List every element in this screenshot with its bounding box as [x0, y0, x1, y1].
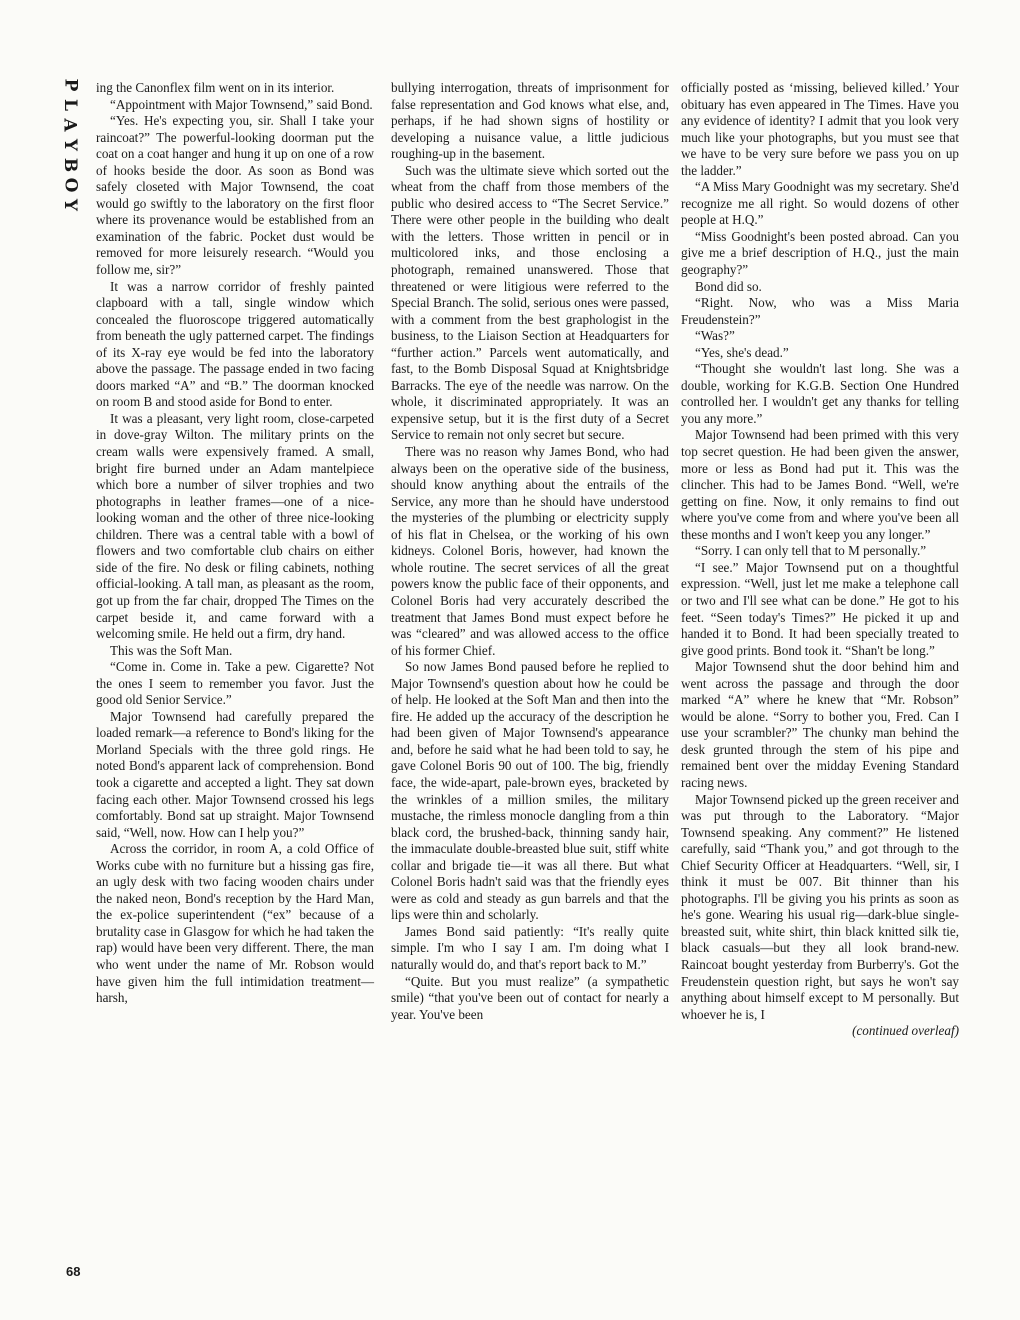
paragraph: “Appointment with Major Townsend,” said Bond.	[110, 96, 373, 112]
paragraph: “Thought she wouldn't last long. She was a double, working for K.G.B. Section One Hundred controlled her. I wouldn't get any thanks for telling you any more.”	[681, 361, 959, 426]
paragraph: “Yes. He's expecting you, sir. Shall I take your raincoat?” The powerful-looking doorman put the coat on a coat hanger and hung it up on one of a row of hooks beside the door. As soon as Bond was safely closeted with Major Townsend, the coat would go swiftly to the laboratory on the first floor where its provenance would be established from an examination of the fabric. Pocket dust would be removed for more leisurely research. “Would you follow me, sir?”	[96, 113, 374, 278]
masthead-letter: B	[60, 157, 80, 173]
paragraph: “Sorry. I can only tell that to M personally.”	[695, 543, 927, 559]
paragraph: ing the Canonflex film went on in its interior.	[96, 80, 335, 95]
paragraph: Major Townsend shut the door behind him and went across the passage and through the door marked “A” where he knew that “Mr. Robson” would be alone. “Sorry to bother you, Fred. Can I use your scrambler?” The chunky man behind the desk grunted through the stem of his pipe and remained bent over the midday Evening Standard racing news.	[681, 659, 959, 790]
continued-overleaf: (continued overleaf)	[852, 1023, 959, 1039]
masthead-letter: Y	[59, 138, 80, 152]
paragraph: “Was?”	[695, 328, 735, 344]
paragraph: It was a narrow corridor of freshly painted clapboard with a tall, single window which concealed the fluoroscope triggered automatically from beneath the ugly patterned carpet. The findings of its X-ray eye would be fed into the laboratory above the passage. The passage ended in two facing doors marked “A” and “B.” The doorman knocked on room B and stood aside for Bond to enter.	[96, 278, 374, 410]
masthead-letter: O	[60, 177, 80, 193]
paragraph: There was no reason why James Bond, who had always been on the operative side of the business, should know anything about the entrails of the Service, any more than he should have understood the mysteries of the plumbing or electricity supply of his flat in Chelsea, or the working of his own kidneys. Colonel Boris, however, had known the whole routine. The secret services of all the great powers know the public face of their opponents, and Colonel Boris had very accurately described the treatment that James Bond must expect before he was “cleared” and was allowed access to the office of his former Chief.	[391, 444, 669, 658]
playboy-masthead	[58, 76, 80, 216]
text-column-3	[681, 80, 959, 1040]
paragraph: James Bond said patiently: “It's really quite simple. I'm who I say I am. I'm doing what I naturally would do, and that's report back to M.”	[391, 923, 669, 972]
paragraph: So now James Bond paused before he replied to Major Townsend's question about how he could be of help. He looked at the Soft Man and then into the fire. He added up the accuracy of the description he had been given of Major Townsend's appearance and, before he said what he had been told to say, he gave Colonel Boris 90 out of 100. The big, friendly face, the wide-apart, pale-brown eyes, bracketed by the wrinkles of a million smiles, the military mustache, the rimless monocle dangling from a thin black cord, the brushed-back, thinning sandy hair, the immaculate double-breasted blue suit, stiff white collar and brigade tie—it was all there. But what Colonel Boris hadn't said was that the friendly eyes were as cold and steady as gun barrels and that the lips were thin and scholarly.	[391, 659, 669, 923]
paragraph: “Yes, she's dead.”	[695, 344, 789, 360]
paragraph: Bond did so.	[695, 278, 762, 294]
paragraph: “I see.” Major Townsend put on a thoughtful expression. “Well, just let me make a telephone call or two and I'll see what can be done.” He got to his feet. “Seen today's Times?” He picked it up and handed it to Bond. It had been specially treated to give good prints. Bond took it. “Shan't be long.”	[681, 559, 959, 658]
masthead-letter: L	[59, 99, 80, 111]
paragraph: This was the Soft Man.	[110, 642, 233, 658]
paragraph: Major Townsend had carefully prepared the loaded remark—a reference to Bond's liking for the Morland Specials with the three gold rings. He noted Bond's apparent lack of comprehension. Bond took a cigarette and accepted a light. They sat down facing each other. Major Townsend crossed his legs comfortably. Bond sat up straight. Major Townsend said, “Well, now. How can I help you?”	[96, 708, 374, 840]
paragraph: “Right. Now, who was a Miss Maria Freudenstein?”	[681, 295, 959, 327]
paragraph: “Quite. But you must realize” (a sympathetic smile) “that you've been out of contact for nearly a year. You've been	[391, 973, 669, 1022]
paragraph: officially posted as ‘missing, believed killed.’ Your obituary has even appeared in The Times. Have you any evidence of identity? I admit that you look very much like your photographs, but you must see that we have to be very sure before we pass you on up the ladder.”	[681, 80, 959, 178]
paragraph: bullying interrogation, threats of imprisonment for false representation and God knows what else, and, perhaps, if he had shown signs of hostility or developing a nuisance value, a little judicious roughing-up in the basement.	[391, 80, 669, 162]
text-column-2	[391, 80, 669, 1023]
masthead-letter: A	[59, 118, 80, 132]
paragraph: Such was the ultimate sieve which sorted out the wheat from the chaff from those members of the public who desired access to “The Secret Service.” There were other people in the building who dealt with the letters. Those written in pencil or in multicolored inks, and those enclosing a photograph, remained unanswered. Those that threatened or were litigious were referred to the Special Branch. The solid, serious ones were passed, with a comment from the best graphologist in the business, to the Liaison Section at Headquarters for “further action.” Parcels went automatically, and fast, to the Bomb Disposal Squad at Knightsbridge Barracks. The eye of the needle was narrow. On the whole, it discriminated appropriately. It was an expensive setup, but it is the first duty of a Secret Service to remain not only secret but secure.	[391, 162, 669, 443]
page-number: 68	[66, 1264, 81, 1279]
masthead-letter: Y	[59, 198, 80, 212]
paragraph: Major Townsend had been primed with this very top secret question. He had been given the answer, more or less as Bond had put it. This was the clincher. This had to be James Bond. “Well, we're getting on fine. Now, it only remains to find out where you've come from and where you've been all these months and I won't keep you any longer.”	[681, 427, 959, 542]
paragraph: “Come in. Come in. Take a pew. Cigarette? Not the ones I seem to remember you favor. Just the good old Senior Service.”	[96, 659, 374, 708]
paragraph: “Miss Goodnight's been posted abroad. Can you give me a brief description of H.Q., just the main geography?”	[681, 228, 959, 278]
masthead-letter: P	[59, 78, 80, 92]
paragraph: Major Townsend picked up the green receiver and was put through to the Laboratory. “Major Townsend speaking. Any comment?” He listened carefully, said “Thank you,” and got through to the Chief Security Officer at Headquarters. “Well, sir, I think it must be 007. Bit thinner than his photographs. I'll be giving you his prints as soon as he's gone. Wearing his usual rig—dark-blue single-breasted suit, white shirt, thin black knitted silk tie, black casuals—but they all look brand-new. Raincoat bought yesterday from Burberry's. Got the Freudenstein question right, but says he won't say anything about himself except to M personally. But whoever he is, I	[681, 791, 959, 1022]
paragraph: “A Miss Mary Goodnight was my secretary. She'd recognize me all right. So would dozens of other people at H.Q.”	[681, 179, 959, 228]
text-column-1	[96, 80, 374, 1007]
paragraph: Across the corridor, in room A, a cold Office of Works cube with no furniture but a hissing gas fire, an ugly desk with two facing wooden chairs under the naked neon, Bond's reception by the Hard Man, the ex-police superintendent (“ex” because of a brutality case in Glasgow for which he had taken the rap) would have been very different. There, the man who went under the name of Mr. Robson would have given him the full intimidation treatment—harsh,	[96, 841, 374, 1006]
paragraph: It was a pleasant, very light room, close-carpeted in dove-gray Wilton. The military prints on the cream walls were expensively framed. A small, bright fire burned under an Adam mantelpiece which bore a number of silver trophies and two photographs in leather frames—one of a nice-looking woman and the other of three nice-looking children. There was a central table with a bowl of flowers and two comfortable club chairs on either side of the fire. No desk or filing cabinets, nothing official-looking. A tall man, as pleasant as the room, got up from the far chair, dropped The Times on the carpet beside it, and came forward with a welcoming smile. He held out a firm, dry hand.	[96, 410, 374, 642]
